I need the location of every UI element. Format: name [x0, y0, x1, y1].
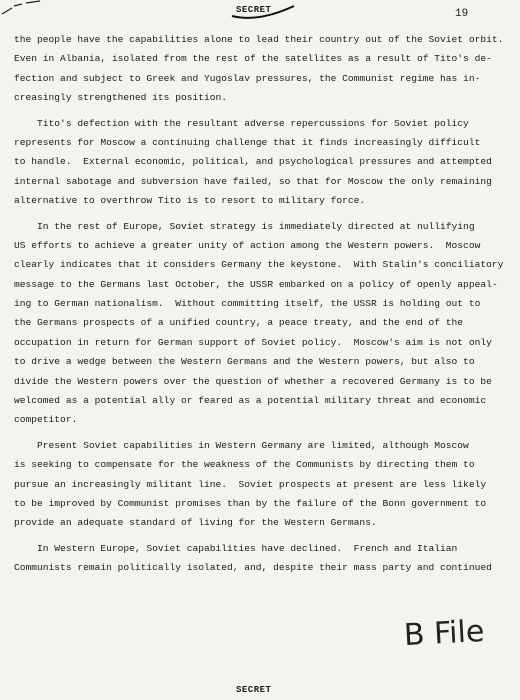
- text-line: to drive a wedge between the Western Germans and the Western powers, but also to: [14, 356, 475, 368]
- text-line: US efforts to achieve a greater unity of action among the Western powers. Moscow: [14, 239, 481, 251]
- paragraph: [14, 217, 510, 430]
- text-line: internal sabotage and subversion have failed, so that for Moscow the only remaining: [14, 175, 492, 187]
- text-line: competitor.: [14, 414, 78, 426]
- text-line: In the rest of Europe, Soviet strategy is immediately directed at nullifying: [14, 220, 475, 232]
- page-number: 19: [455, 8, 469, 20]
- text-line: occupation in return for German support of Soviet policy. Moscow's aim is not only: [14, 336, 492, 348]
- paragraph: [14, 539, 510, 578]
- text-line: to handle. External economic, political, and psychological pressures and attempted: [14, 156, 492, 168]
- text-line: message to the Germans last October, the USSR embarked on a policy of openly appeal-: [14, 278, 498, 290]
- text-line: the Germans prospects of a unified country, a peace treaty, and the end of the: [14, 317, 464, 329]
- footer-classification: SECRET: [236, 685, 272, 695]
- handwritten-annotation: B File: [403, 613, 486, 654]
- text-line: fection and subject to Greek and Yugoslav pressures, the Communist regime has in-: [14, 72, 481, 84]
- text-line: is seeking to compensate for the weakness of the Communists by directing them to: [14, 459, 475, 471]
- text-line: to be improved by Communist promises than by the failure of the Bonn government to: [14, 497, 487, 509]
- text-line: Present Soviet capabilities in Western Germany are limited, although Moscow: [14, 439, 469, 451]
- text-line: the people have the capabilities alone to lead their country out of the Soviet orbit.: [14, 34, 504, 45]
- paragraph: [14, 436, 510, 533]
- text-line: ing to German nationalism. Without committing itself, the USSR is holding out to: [14, 298, 481, 310]
- text-line: represents for Moscow a continuing challenge that it finds increasingly difficult: [14, 136, 481, 148]
- corner-scribble: [0, 0, 60, 20]
- paragraph: [14, 30, 510, 108]
- text-line: creasingly strengthened its position.: [14, 92, 228, 104]
- text-line: alternative to overthrow Tito is to resort to military force.: [14, 195, 366, 207]
- paragraph: [14, 114, 510, 211]
- text-line: Even in Albania, isolated from the rest of the satellites as a result of Tito's de-: [14, 53, 492, 65]
- header-classification: SECRET: [236, 5, 272, 15]
- text-line: pursue an increasingly militant line. Soviet prospects at present are less likely: [14, 478, 487, 490]
- body-text: [14, 30, 510, 578]
- text-line: divide the Western powers over the question of whether a recovered Germany is to be: [14, 375, 492, 387]
- text-line: Communists remain politically isolated, and, despite their mass party and continued: [14, 562, 492, 574]
- text-line: In Western Europe, Soviet capabilities have declined. French and Italian: [14, 542, 458, 554]
- text-line: Tito's defection with the resultant adverse repercussions for Soviet policy: [14, 117, 469, 129]
- text-line: provide an adequate standard of living for the Western Germans.: [14, 517, 377, 529]
- text-line: welcomed as a potential ally or feared as a potential military threat and economic: [14, 395, 487, 407]
- text-line: clearly indicates that it considers Germany the keystone. With Stalin's conciliatory: [14, 259, 504, 271]
